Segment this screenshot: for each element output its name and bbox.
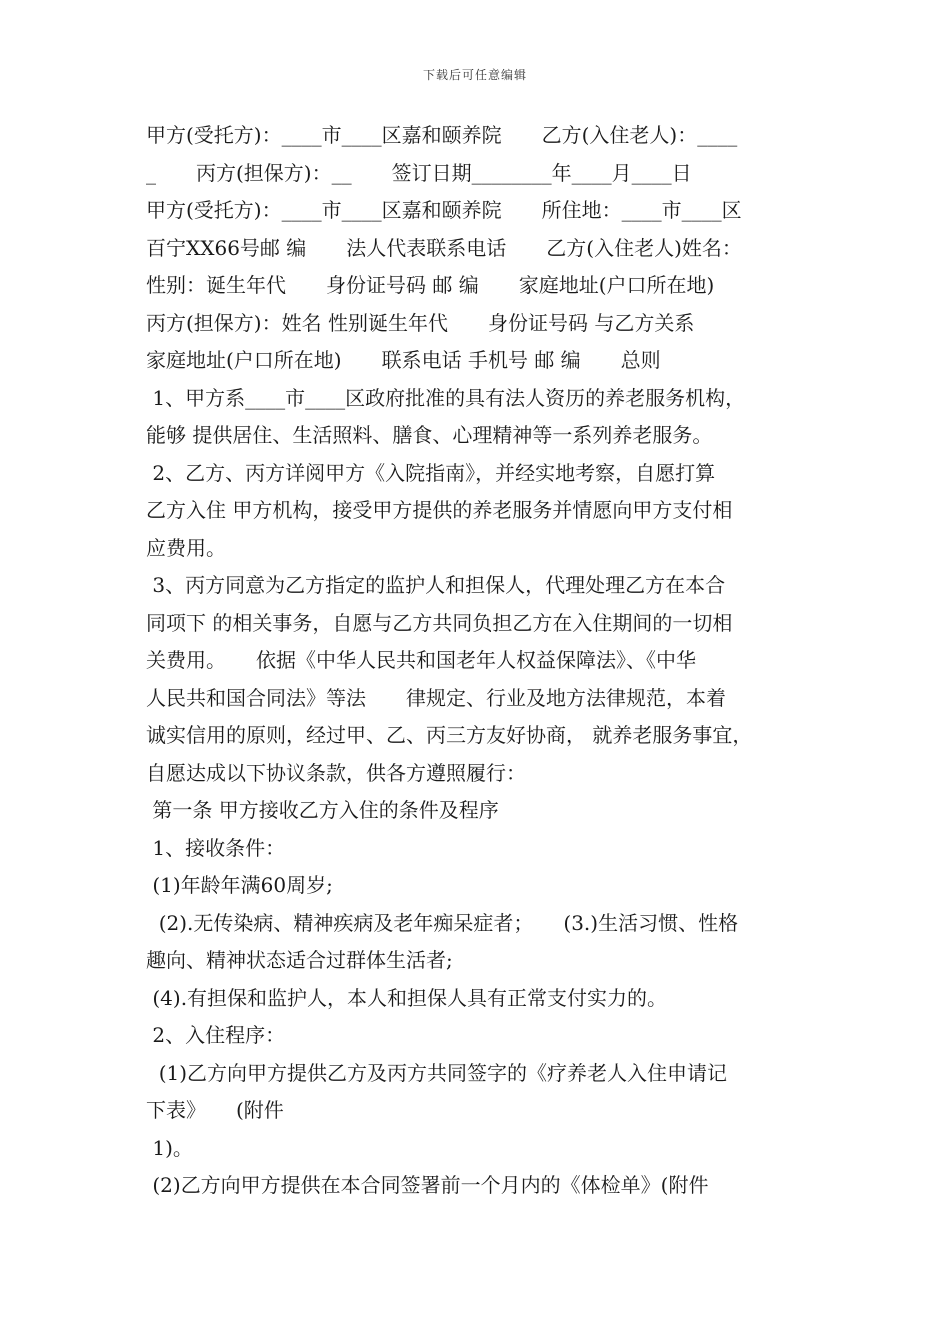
text-line: (2)乙方向甲方提供在本合同签署前一个月内的《体检单》(附件	[146, 1173, 709, 1197]
text-line: 甲方(受托方)：____市____区嘉和颐养院 所住地：____市____区	[146, 198, 742, 222]
text-line: 3、丙方同意为乙方指定的监护人和担保人，代理处理乙方在本合	[146, 573, 726, 597]
text-line: 下表》 (附件	[146, 1098, 284, 1122]
text-line: 人民共和国合同法》等法 律规定、行业及地方法律规范，本着	[146, 685, 726, 710]
text-line: 能够 提供居住、生活照料、膳食、心理精神等一系列养老服务。	[146, 423, 713, 447]
text-line: 百宁XX66号邮 编 法人代表联系电话 乙方(入住老人)姓名：	[146, 235, 742, 260]
text-line: 2、乙方、丙方详阅甲方《入院指南》，并经实地考察，自愿打算	[146, 460, 716, 485]
text-line: 丙方(担保方)：姓名 性别诞生年代 身份证号码 与乙方关系	[146, 310, 695, 335]
text-line: 第一条 甲方接收乙方入住的条件及程序	[146, 798, 499, 822]
text-line: 关费用。 依据《中华人民共和国老年人权益保障法》、《中华	[146, 648, 696, 672]
text-line: 自愿达成以下协议条款，供各方遵照履行：	[146, 760, 526, 785]
text-line: (4).有担保和监护人，本人和担保人具有正常支付实力的。	[146, 985, 668, 1010]
text-line: 趣向、精神状态适合过群体生活者;	[146, 948, 453, 972]
text-line: _ 丙方(担保方)：__ 签订日期________年____月____日	[146, 160, 692, 185]
text-line: (1)年龄年满60周岁;	[146, 873, 333, 897]
document-body	[146, 117, 826, 1205]
text-line: 应费用。	[146, 535, 226, 560]
text-line: 性别：诞生年代 身份证号码 邮 编 家庭地址(户口所在地)	[146, 273, 715, 297]
page-header: 下载后可任意编辑	[422, 68, 527, 82]
text-line: 诚实信用的原则，经过甲、乙、丙三方友好协商， 就养老服务事宜，	[146, 723, 753, 747]
text-line: (1)乙方向甲方提供乙方及丙方共同签字的《疗养老人入住申请记	[146, 1060, 728, 1085]
text-line: 甲方(受托方)：____市____区嘉和颐养院 乙方(入住老人)：____	[146, 123, 738, 147]
text-line: 同项下 的相关事务，自愿与乙方共同负担乙方在入住期间的一切相	[146, 610, 733, 635]
text-line: 1)。	[146, 1135, 193, 1160]
text-line: 乙方入住 甲方机构，接受甲方提供的养老服务并情愿向甲方支付相	[146, 498, 733, 522]
text-line: 2、入住程序：	[146, 1023, 286, 1047]
text-line: 家庭地址(户口所在地) 联系电话 手机号 邮 编 总则	[146, 348, 661, 372]
text-line: 1、甲方系____市____区政府批准的具有法人资历的养老服务机构，	[146, 385, 746, 410]
text-line: 1、接收条件：	[146, 835, 286, 860]
text-line: (2).无传染病、精神疾病及老年痴呆症者； (3.)生活习惯、性格	[146, 910, 739, 935]
